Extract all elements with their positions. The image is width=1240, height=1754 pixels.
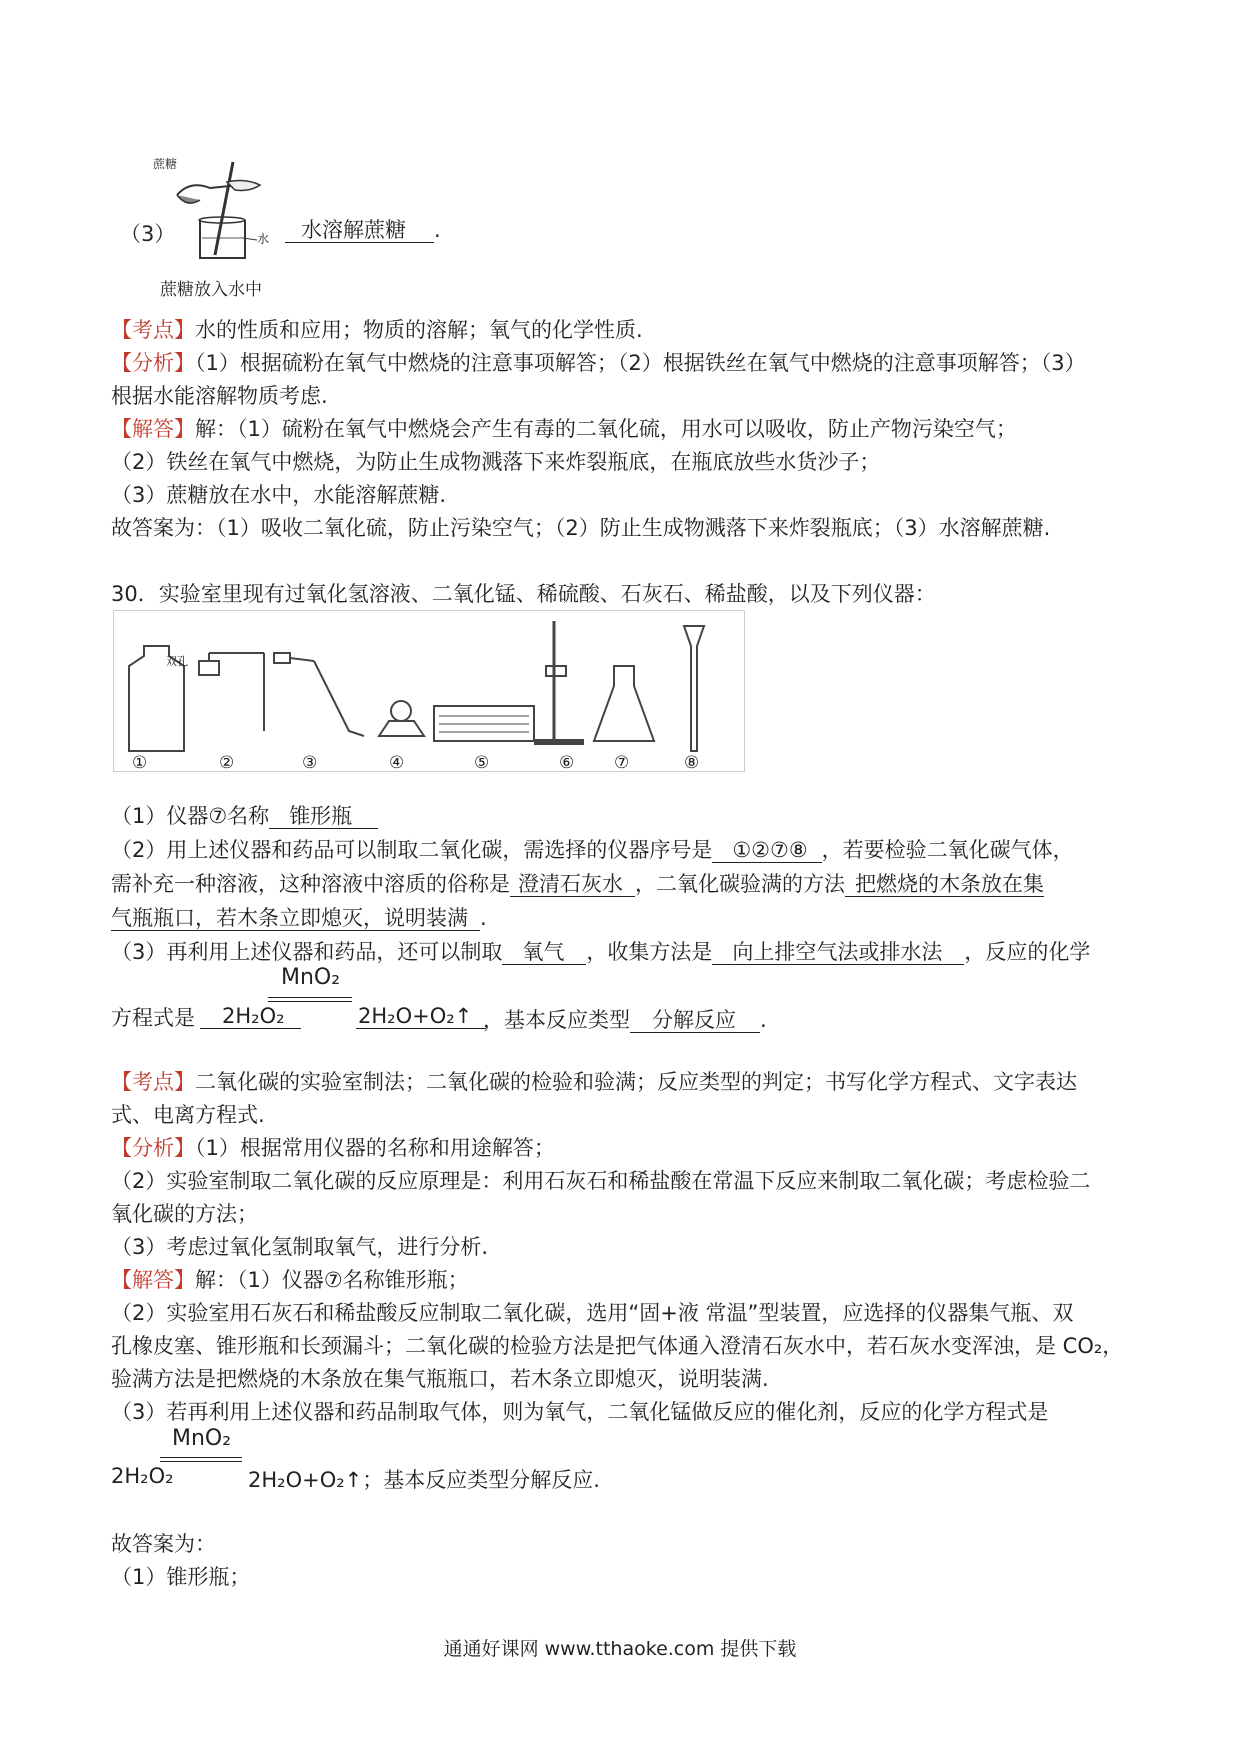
q2-answer1: ①②⑦⑧ <box>712 838 821 863</box>
apparatus-figure <box>113 610 745 772</box>
jieda-tag-2: 【解答】 <box>111 1268 195 1292</box>
fenxi-2-line4: （3）考虑过氧化氢制取氧气，进行分析. <box>111 1235 489 1259</box>
equation-left-2: 2H₂O₂ <box>111 1464 174 1488</box>
equation-right-1: 2H₂O+O₂↑ <box>356 1004 486 1029</box>
jieda-tag: 【解答】 <box>111 417 195 441</box>
q1-line: （1）仪器⑦名称 锥形瓶 <box>111 802 378 830</box>
figure-caption: 蔗糖放入水中 <box>160 280 262 300</box>
q2-line1: （2）用上述仪器和药品可以制取二氧化碳，需选择的仪器序号是 ①②⑦⑧ ，若要检验二氧化碳气体， <box>111 838 1074 862</box>
fenxi-2-line2: （2）实验室制取二氧化碳的反应原理是：利用石灰石和稀盐酸在常温下反应来制取二氧化碳；考虑检验二 <box>111 1169 1091 1193</box>
q3-line2: 方程式是 <box>111 1006 195 1030</box>
fenxi-tag: 【分析】 <box>111 351 195 375</box>
kaodian-2-line2: 式、电离方程式. <box>111 1103 265 1127</box>
problem30-stem: 30．实验室里现有过氧化氢溶液、二氧化锰、稀硫酸、石灰石、稀盐酸，以及下列仪器： <box>111 582 936 606</box>
q2-line3: 气瓶瓶口，若木条立即熄灭，说明装满 . <box>111 906 487 930</box>
item3-answer: 水溶解蔗糖 <box>285 218 434 243</box>
sugar-label: 蔗糖 <box>153 157 178 171</box>
kaodian-2: 【考点】二氧化碳的实验室制法；二氧化碳的检验和验满；反应类型的判定；书写化学方程式、文字表达 <box>111 1070 1077 1094</box>
final-answer-label: 故答案为： <box>111 1532 216 1556</box>
water-label: 水 <box>257 232 270 246</box>
apparatus-note: 双孔 <box>166 655 188 668</box>
apparatus-label-5: ⑤ <box>474 753 490 773</box>
jieda-1-line3: （3）蔗糖放在水中，水能溶解蔗糖. <box>111 483 447 507</box>
jieda-1-line2: （2）铁丝在氧气中燃烧，为防止生成物溅落下来炸裂瓶底，在瓶底放些水货沙子； <box>111 450 881 474</box>
apparatus-label-6: ⑥ <box>559 753 575 773</box>
catalyst-label-2: MnO₂ <box>172 1426 232 1451</box>
q2-answer3b: 气瓶瓶口，若木条立即熄灭，说明装满 <box>111 906 480 931</box>
fenxi-1: 【分析】（1）根据硫粉在氧气中燃烧的注意事项解答；（2）根据铁丝在氧气中燃烧的注意事项解答；（3） <box>111 351 1086 375</box>
catalyst-label-1: MnO₂ <box>281 965 341 990</box>
fenxi-2-line3: 氧化碳的方法； <box>111 1202 258 1226</box>
q3-line1: （3）再利用上述仪器和药品，还可以制取 氧气 ，收集方法是 向上排空气法或排水法 ，反应的化学 <box>111 940 1091 964</box>
fenxi-1-line2: 根据水能溶解物质考虑. <box>111 384 328 408</box>
apparatus-label-4: ④ <box>389 753 405 773</box>
q1-answer: 锥形瓶 <box>269 804 378 829</box>
q2-answer2: 澄清石灰水 <box>510 872 635 897</box>
kaodian-tag: 【考点】 <box>111 318 195 342</box>
item3-prefix: （3） <box>120 222 176 246</box>
fenxi-2: 【分析】（1）根据常用仪器的名称和用途解答； <box>111 1136 555 1160</box>
equation-bar-2 <box>160 1457 242 1462</box>
q3-answer3: 分解反应 <box>630 1008 760 1033</box>
equation-right-2: 2H₂O+O₂↑；基本反应类型分解反应. <box>248 1468 600 1492</box>
apparatus-label-3: ③ <box>302 753 318 773</box>
item3-answer-line: 水溶解蔗糖 . <box>285 218 441 243</box>
page-footer: 通通好课网 www.tthaoke.com 提供下载 <box>443 1638 797 1660</box>
equation-left-1: 2H₂O₂ <box>200 1004 301 1029</box>
jieda-2-line2: （2）实验室用石灰石和稀盐酸反应制取二氧化碳，选用“固+液 常温”型装置，应选择的仪器集气瓶、双 <box>111 1301 1074 1325</box>
jieda-2-line5: （3）若再利用上述仪器和药品制取气体，则为氧气，二氧化锰做反应的催化剂，反应的化学方程式是 <box>111 1400 1049 1424</box>
apparatus-label-8: ⑧ <box>684 753 700 773</box>
jieda-2-line4: 验满方法是把燃烧的木条放在集气瓶瓶口，若木条立即熄灭，说明装满. <box>111 1367 769 1391</box>
fenxi-tag-2: 【分析】 <box>111 1136 195 1160</box>
apparatus-illustration <box>114 611 744 771</box>
jieda-2: 【解答】解：（1）仪器⑦名称锥形瓶； <box>111 1268 469 1292</box>
jieda-1: 【解答】解：（1）硫粉在氧气中燃烧会产生有毒的二氧化硫，用水可以吸收，防止产物污染空气； <box>111 417 1017 441</box>
answer-1: 故答案为：（1）吸收二氧化硫，防止污染空气；（2）防止生成物溅落下来炸裂瓶底；（3）水溶解蔗糖. <box>111 516 1051 540</box>
apparatus-label-7: ⑦ <box>614 753 630 773</box>
apparatus-label-1: ① <box>132 753 148 773</box>
kaodian-tag-2: 【考点】 <box>111 1070 195 1094</box>
apparatus-label-2: ② <box>219 753 235 773</box>
kaodian-1: 【考点】水的性质和应用；物质的溶解；氧气的化学性质. <box>111 318 643 342</box>
q3-answer1: 氧气 <box>502 940 586 965</box>
jieda-2-line3: 孔橡皮塞、锥形瓶和长颈漏斗；二氧化碳的检验方法是把气体通入澄清石灰水中，若石灰水变浑浊，是 CO₂， <box>111 1334 1124 1358</box>
q2-answer3a: 把燃烧的木条放在集 <box>845 872 1044 897</box>
final-answer-item1: （1）锥形瓶； <box>111 1565 251 1589</box>
sugar-dissolving-figure <box>153 157 275 260</box>
equation-bar-1 <box>268 997 352 1002</box>
q2-line2: 需补充一种溶液，这种溶液中溶质的俗称是 澄清石灰水 ，二氧化碳验满的方法 把燃烧的木条放在集 <box>111 872 1044 896</box>
q3-line2-rest: ，基本反应类型 分解反应 . <box>483 1008 767 1032</box>
q3-answer2: 向上排空气法或排水法 <box>712 940 964 965</box>
